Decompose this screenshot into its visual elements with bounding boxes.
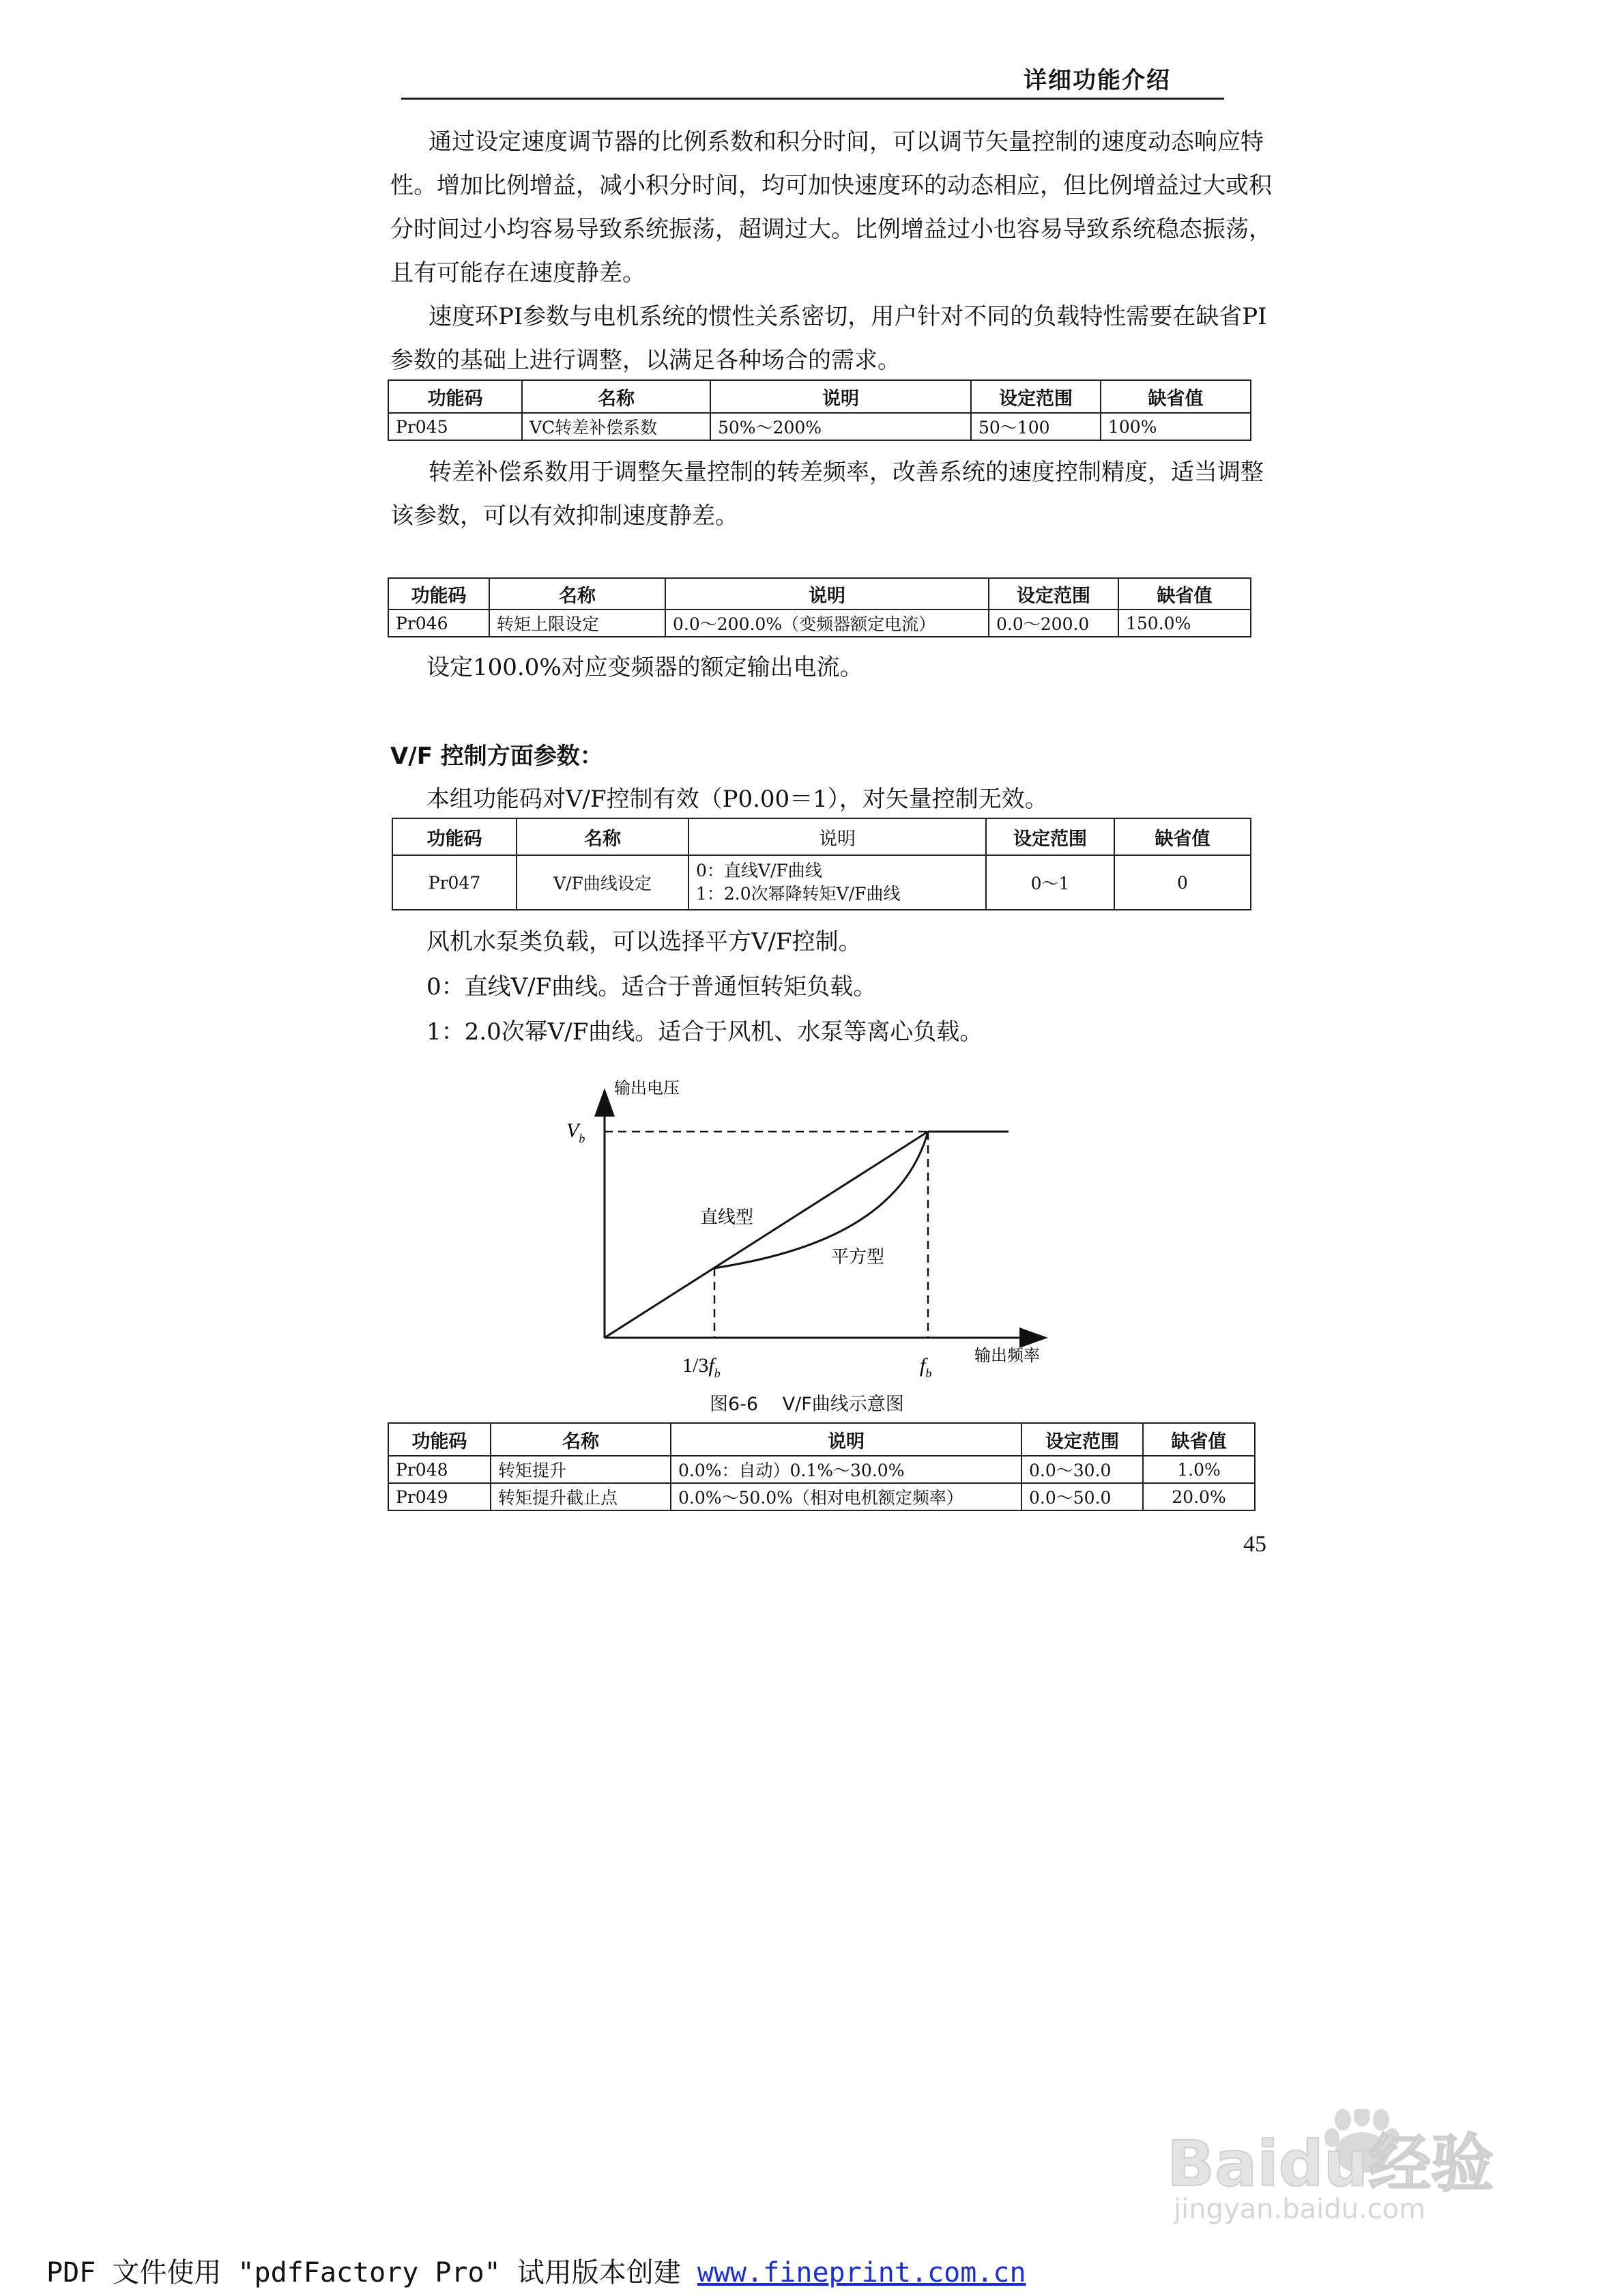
fb-label-main: f xyxy=(920,1354,926,1377)
cell-range: 50～100 xyxy=(971,413,1101,440)
header-code: 功能码 xyxy=(388,1423,491,1456)
desc-option-1: 1：2.0次幂降转矩V/F曲线 xyxy=(696,884,901,904)
header-desc: 说明 xyxy=(671,1423,1021,1456)
header-desc: 说明 xyxy=(688,818,986,855)
vf-curve-figure xyxy=(546,1072,1092,1386)
header-code: 功能码 xyxy=(392,818,517,855)
header-name: 名称 xyxy=(522,380,710,413)
x-axis-label: 输出频率 xyxy=(974,1346,1040,1365)
cell-code: Pr045 xyxy=(388,413,522,440)
cell-name: 转矩提升 xyxy=(491,1456,671,1483)
header-default: 缺省值 xyxy=(1143,1423,1255,1456)
param-table-pr048-pr049 xyxy=(388,1422,1256,1511)
cell-name: VC转差补偿系数 xyxy=(522,413,710,440)
header-range: 设定范围 xyxy=(986,818,1114,855)
cell-default: 100% xyxy=(1101,413,1251,440)
cell-range: 0.0～50.0 xyxy=(1021,1483,1143,1510)
cell-code: Pr046 xyxy=(388,609,489,637)
cell-code: Pr047 xyxy=(392,855,517,910)
paragraph-speed-regulator: 通过设定速度调节器的比例系数和积分时间，可以调节矢量控制的速度动态响应特性。增加比例增益，减小积分时间，均可加快速度环的动态相应，但比例增益过大或积分时间过小均容易导致系统振荡，超调过大。比例增益过小也容易导致系统稳态振荡，且有可能存在速度静差。 xyxy=(390,128,1272,287)
header-name: 名称 xyxy=(517,818,688,855)
fb-label xyxy=(920,1354,931,1380)
header-code: 功能码 xyxy=(388,578,489,609)
header-range: 设定范围 xyxy=(971,380,1101,413)
header-range: 设定范围 xyxy=(1021,1423,1143,1456)
figure-caption: 图6-6 V/F曲线示意图 xyxy=(710,1394,904,1415)
param-table-pr045 xyxy=(388,379,1251,441)
paragraph-option-0: 0：直线V/F曲线。适合于普通恒转矩负载。 xyxy=(426,973,877,1001)
linear-vf-curve xyxy=(605,1132,928,1338)
cell-name: V/F曲线设定 xyxy=(517,855,688,910)
fb-label-sub: b xyxy=(925,1366,932,1380)
param-table-pr047 xyxy=(392,818,1251,910)
watermark-url: jingyan.baidu.com xyxy=(1174,2194,1426,2225)
cell-name: 转矩提升截止点 xyxy=(491,1483,671,1510)
cell-desc: 50%～200% xyxy=(710,413,971,440)
cell-desc: 0.0～200.0%（变频器额定电流） xyxy=(665,609,989,637)
one-third-f-sub: b xyxy=(714,1366,721,1380)
cell-default: 20.0% xyxy=(1143,1483,1255,1510)
header-name: 名称 xyxy=(491,1423,671,1456)
square-curve-label: 平方型 xyxy=(831,1247,885,1267)
cell-range: 0.0～30.0 xyxy=(1021,1456,1143,1483)
header-desc: 说明 xyxy=(665,578,989,609)
cell-default: 0 xyxy=(1114,855,1251,910)
section-heading-vf: V/F 控制方面参数： xyxy=(390,743,603,770)
cell-desc: 0.0%～50.0%（相对电机额定频率） xyxy=(671,1483,1021,1510)
paragraph-torque-limit-note: 设定100.0%对应变频器的额定输出电流。 xyxy=(426,654,863,681)
header-code: 功能码 xyxy=(388,380,522,413)
table-row xyxy=(388,1456,1255,1483)
cell-code: Pr048 xyxy=(388,1456,491,1483)
cell-default: 150.0% xyxy=(1118,609,1251,637)
header-range: 设定范围 xyxy=(989,578,1118,609)
desc-option-0: 0：直线V/F曲线 xyxy=(696,861,822,880)
header-desc: 说明 xyxy=(710,380,971,413)
cell-desc xyxy=(688,855,986,910)
baidu-jingyan-watermark xyxy=(1153,2109,1549,2225)
watermark-brand: Baidu经验 xyxy=(1167,2127,1494,2200)
linear-curve-label: 直线型 xyxy=(700,1207,754,1228)
section-header-title: 详细功能介绍 xyxy=(1024,67,1171,94)
paragraph-vf-scope: 本组功能码对V/F控制有效（P0.00＝1），对矢量控制无效。 xyxy=(426,786,1048,813)
table-row xyxy=(388,1483,1255,1510)
cell-range: 0.0～200.0 xyxy=(989,609,1118,637)
header-name: 名称 xyxy=(489,578,665,609)
one-third-label: 1/3 xyxy=(682,1354,709,1377)
footer-text: PDF 文件使用 "pdfFactory Pro" 试用版本创建 xyxy=(46,2257,697,2288)
header-default: 缺省值 xyxy=(1101,380,1251,413)
cell-range: 0～1 xyxy=(986,855,1114,910)
vb-label-sub: b xyxy=(579,1132,585,1145)
header-default: 缺省值 xyxy=(1118,578,1251,609)
param-table-pr046 xyxy=(388,577,1251,637)
vb-label-main: V xyxy=(566,1119,579,1142)
vb-label xyxy=(566,1119,585,1145)
cell-name: 转矩上限设定 xyxy=(489,609,665,637)
paragraph-option-1: 1：2.0次幂V/F曲线。适合于风机、水泵等离心负载。 xyxy=(426,1018,983,1046)
one-third-fb-label xyxy=(682,1354,721,1380)
cell-desc: 0.0%：自动）0.1%～30.0% xyxy=(671,1456,1021,1483)
page-number: 45 xyxy=(1243,1532,1266,1557)
one-third-f-label: f xyxy=(708,1354,714,1377)
cell-code: Pr049 xyxy=(388,1483,491,1510)
header-rule xyxy=(401,98,1224,100)
paragraph-slip-compensation: 转差补偿系数用于调整矢量控制的转差频率，改善系统的速度控制精度，适当调整该参数，可以有效抑制速度静差。 xyxy=(390,459,1264,530)
header-default: 缺省值 xyxy=(1114,818,1251,855)
pdf-footer xyxy=(46,2251,1026,2290)
paragraph-pi-params: 速度环PI参数与电机系统的惯性关系密切，用户针对不同的负载特性需要在缺省PI参数的基础上进行调整，以满足各种场合的需求。 xyxy=(390,303,1267,374)
paragraph-fan-pump: 风机水泵类负载，可以选择平方V/F控制。 xyxy=(426,928,862,956)
cell-default: 1.0% xyxy=(1143,1456,1255,1483)
footer-link[interactable]: www.fineprint.com.cn xyxy=(697,2257,1026,2288)
y-axis-label: 输出电压 xyxy=(614,1078,680,1097)
